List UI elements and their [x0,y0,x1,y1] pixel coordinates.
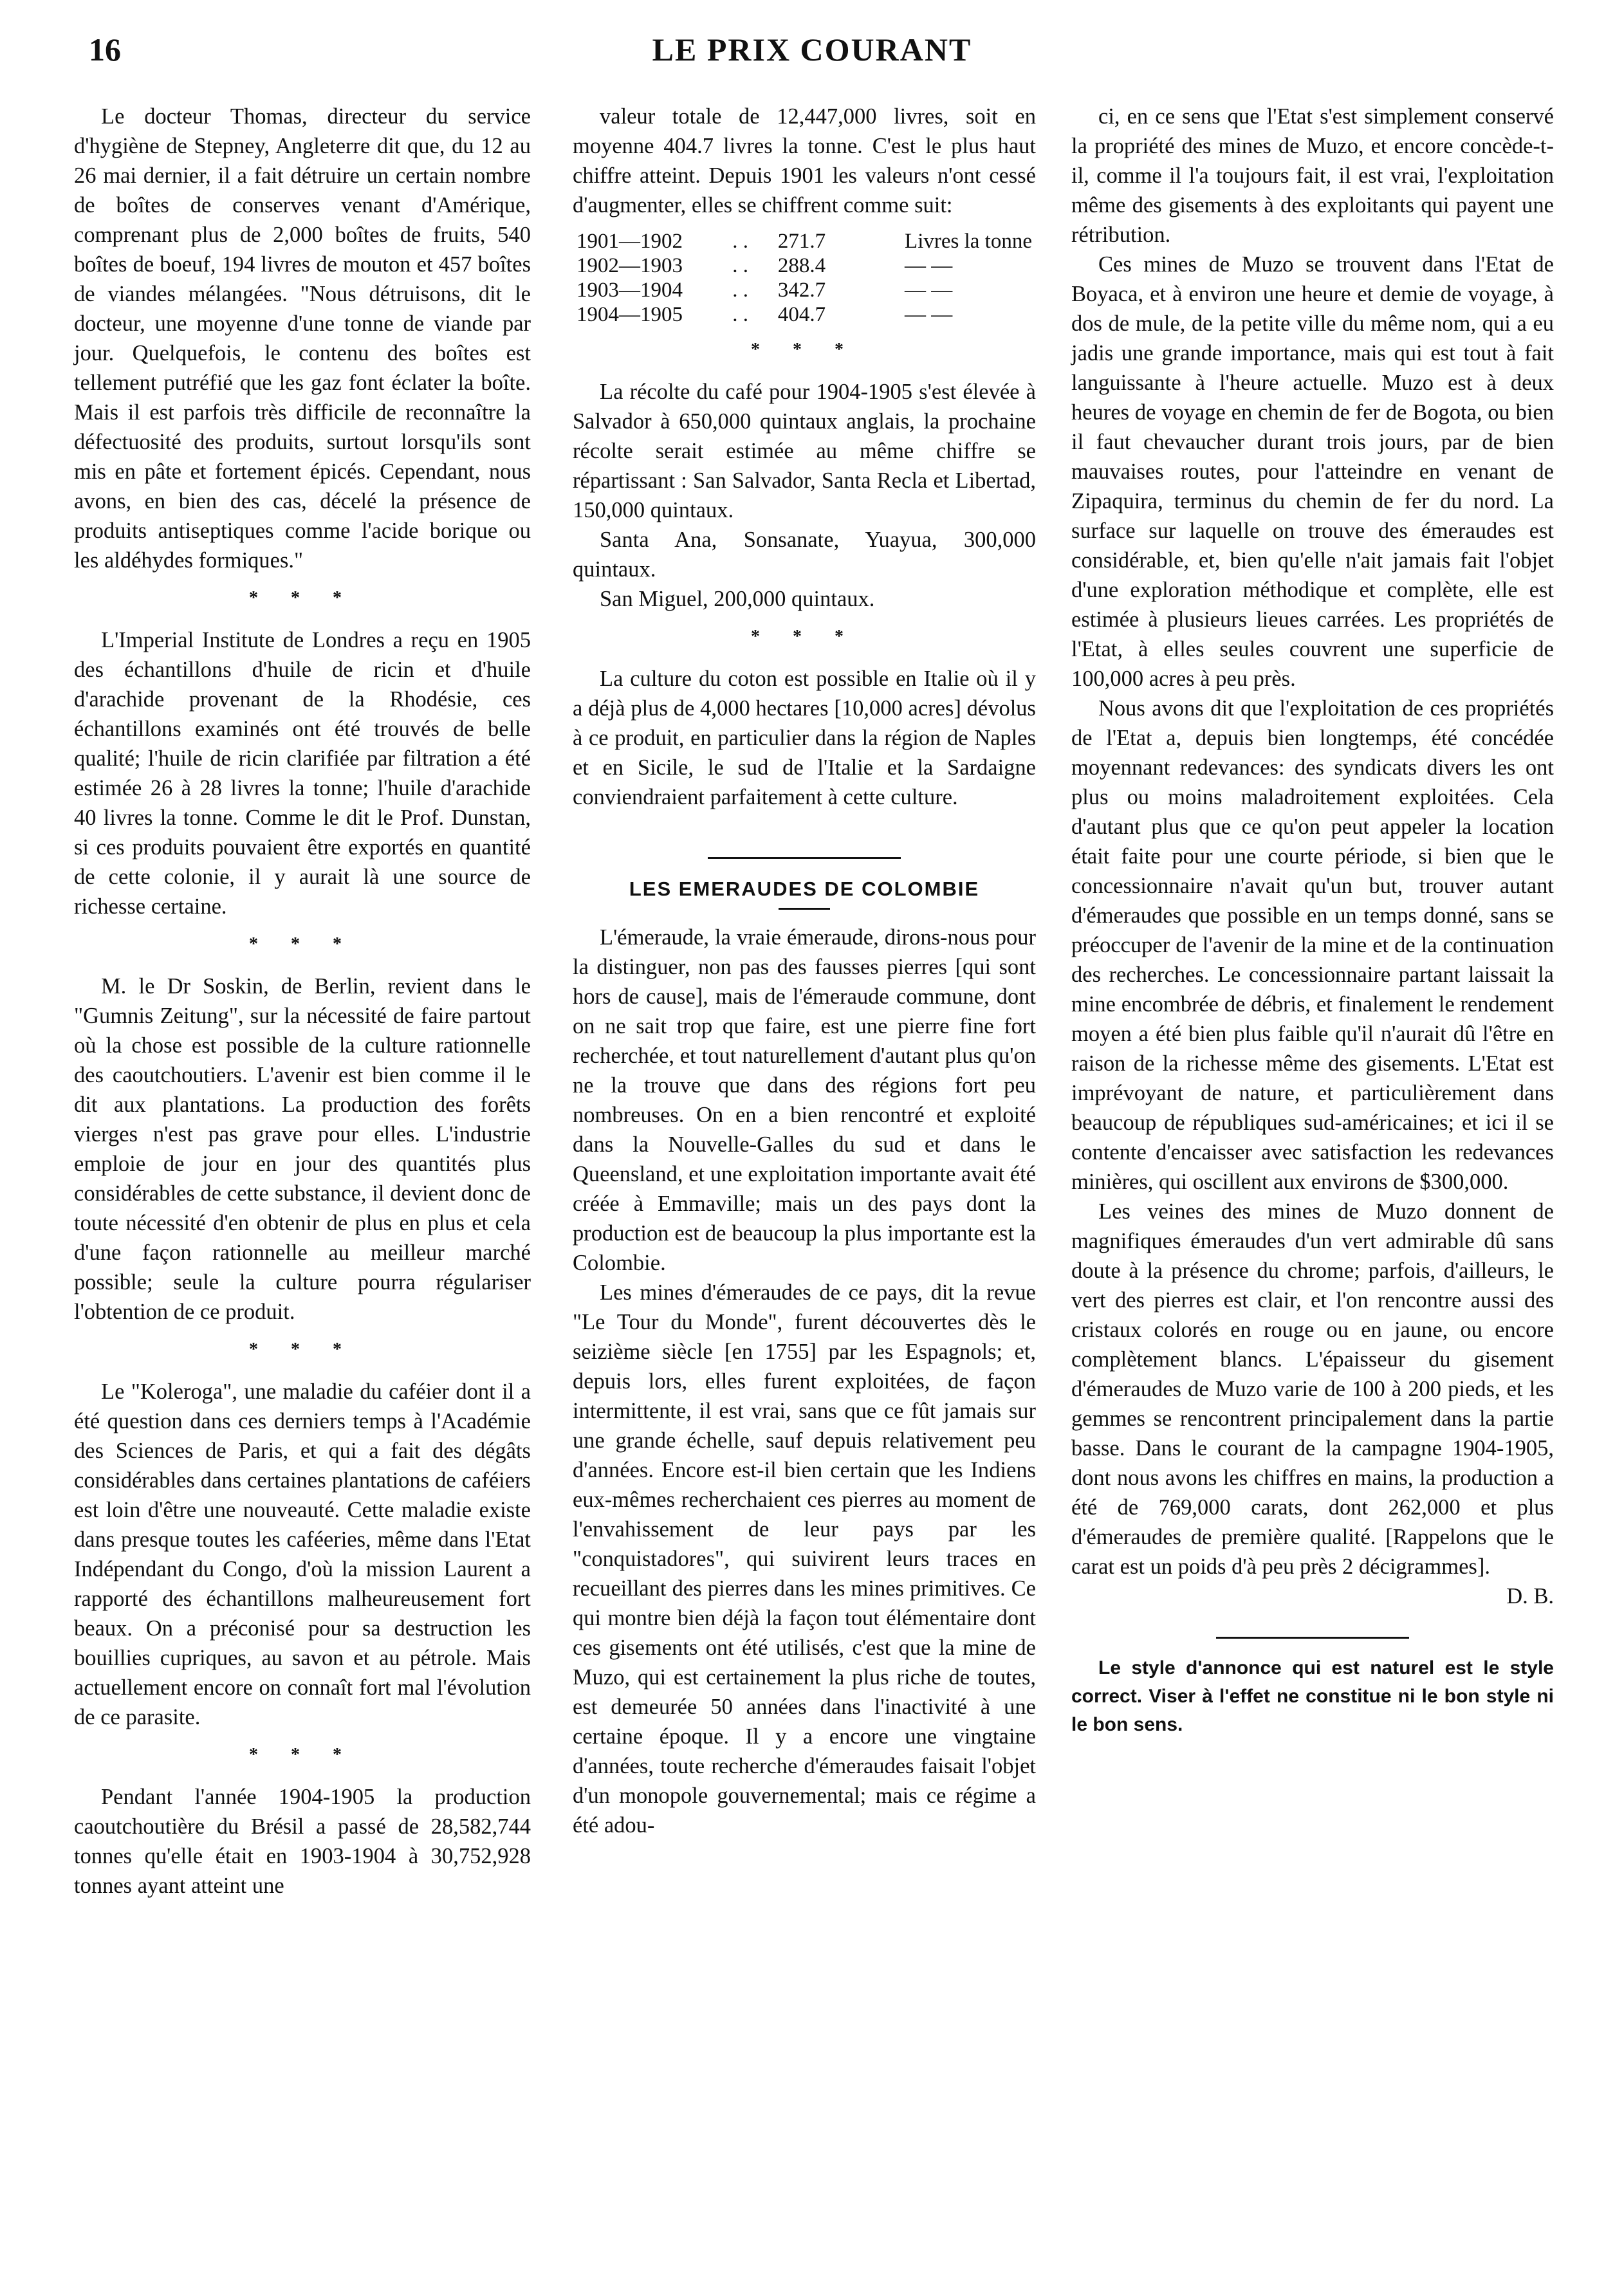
article-paragraph: Le "Koleroga", une maladie du caféier dont il a été question dans ces derniers temps à l'Académie des Sciences de Paris, et qui a fait des dégâts considérables dans certaines plantations de caféiers est loin d'être une nouveauté. Cette maladie existe dans presque toutes les caféeries, même dans l'Etat Indépendant du Congo, d'où la mission Laurent a rapporté des échantillons malheureusement fort beaux. On a préconisé pour sa destruction les bouillies cupriques, au savon et au pétrole. Mais actuellement encore on connaît fort mal l'évolution de ce parasite. [74,1379,531,1729]
article-paragraph: San Miguel, 200,000 quintaux. [600,587,875,611]
section-separator: * * * [751,627,858,647]
table-cell-value: 288.4 [777,254,826,277]
section-separator: * * * [249,588,356,608]
table-cell-period: 1901—1902 [577,230,683,253]
title-underline [779,908,830,910]
column-1 [74,102,531,1901]
article-paragraph: ci, en ce sens que l'Etat s'est simplement conservé la propriété des mines de Muzo, et encore concède-t-il, comme il l'a toujours fait, il est vrai, l'exploitation même des gisements à des exploitants qui payent une rétribution. [1071,104,1554,247]
advertising-note: Le style d'annonce qui est naturel est le style correct. Viser à l'effet ne constitue ni le bon style ni le bon sens. [1071,1657,1554,1735]
running-title: LE PRIX COURANT [652,32,972,68]
table-cell-period: 1904—1905 [577,303,683,326]
section-rule [708,857,901,859]
section-separator: * * * [751,340,858,360]
table-row [573,253,1036,278]
table-cell-leader: . . [732,254,748,277]
table-row [573,278,1036,302]
article-paragraph: Pendant l'année 1904-1905 la production caoutchoutière du Brésil a passé de 28,582,744 tonnes qu'elle était en 1903-1904 à 30,752,928 tonnes ayant atteint une [74,1785,531,1898]
article-paragraph: Les veines des mines de Muzo donnent de magnifiques émeraudes d'un vert admirable dû sans doute à la présence du chrome; parfois, d'ailleurs, le vert des pierres est clair, et l'on rencontre aussi des cristaux colorés en rouge ou en jaune, ou encore complètement blancs. L'épaisseur du gisement d'émeraudes de Muzo varie de 100 à 200 pieds, et les gemmes se rencontrent principalement dans la partie basse. Dans le courant de la campagne 1904-1905, dont nous avons les chiffres en mains, la production a été de 769,000 carats, dont 262,000 et plus d'émeraudes de première qualité. [Rappelons que le carat est un poids d'à peu près 2 décigrammes]. [1071,1199,1554,1579]
table-cell-unit: — — [905,303,953,326]
article-paragraph: valeur totale de 12,447,000 livres, soit en moyenne 404.7 livres la tonne. C'est le plus haut chiffre atteint. Depuis 1901 les valeurs n'ont cessé d'augmenter, elles se chiffrent comme suit: [573,104,1036,217]
article-paragraph: La récolte du café pour 1904-1905 s'est élevée à Salvador à 650,000 quintaux anglais, la prochaine récolte serait estimée au même chiffre se répartissant : San Salvador, Santa Recla et Libertad, 150,000 quintaux. [573,380,1036,522]
article-title: LES EMERAUDES DE COLOMBIE [629,878,980,900]
table-cell-unit: Livres la tonne [905,230,1032,253]
table-cell-leader: . . [732,303,748,326]
article-paragraph: Nous avons dit que l'exploitation de ces propriétés de l'Etat a, depuis bien longtemps, été concédée moyennant redevances: des syndicats divers les ont plus ou moins maladroitement exploitées. Cela d'autant plus que ce qu'on peut appeler la location était faite pour une courte période, si bien que le concessionnaire n'avait qu'un but, trouver autant d'émeraudes que possible en un temps donné, sans se préoccuper de l'avenir de la mine et de la continuation des recherches. Le concessionnaire partant laissait la mine encombrée de débris, et finalement le rendement moyen a été bien plus faible qu'il n'aurait dû l'être en raison de la richesse même des gisements. L'Etat est imprévoyant de nature, et particulièrement dans beaucoup de républiques sud-américaines; et ici il se contente d'encaisser avec satisfaction les redevances minières, qui oscillent aux environs de $300,000. [1071,696,1554,1194]
table-cell-value: 342.7 [777,279,826,302]
article-paragraph: Santa Ana, Sonsanate, Yuayua, 300,000 quintaux. [573,528,1036,582]
article-paragraph: L'Imperial Institute de Londres a reçu en 1905 des échantillons d'huile de ricin et d'huile d'arachide provenant de la Rhodésie, ces échantillons examinés ont été trouvés de belle qualité; l'huile de ricin clarifiée par filtration a été estimée 26 à 28 livres la tonne; l'huile d'arachide 40 livres la tonne. Comme le dit le Prof. Dunstan, si ces produits pouvaient être exportés en quantité de cette colonie, il y aurait là une source de richesse certaine. [74,628,531,919]
column-2 [573,102,1036,1840]
table-row [573,302,1036,327]
table-cell-leader: . . [732,230,748,253]
section-separator: * * * [249,1340,356,1359]
column-3 [1071,102,1554,1739]
table-cell-value: 404.7 [777,303,826,326]
table-cell-unit: — — [905,279,953,302]
article-paragraph: Le docteur Thomas, directeur du service d'hygiène de Stepney, Angleterre dit que, du 12 au 26 mai dernier, il a fait détruire un certain nombre de boîtes de conserves venant d'Amérique, comprenant plus de 2,000 boîtes de fruits, 540 boîtes de boeuf, 194 livres de mouton et 457 boîtes de viandes mélangées. "Nous détruisons, dit le docteur, une moyenne d'une tonne de viande par jour. Quelquefois, le contenu des boîtes est tellement putréfié que les gaz font éclater la boîte. Mais il est parfois très difficile de reconnaître la défectuosité des produits, surtout lorsqu'ils sont mis en pâte et fortement épicés. Cependant, nous avons, en bien des cas, décelé la présence de produits antiseptiques comme l'acide borique ou les aldéhydes formiques." [74,104,531,573]
article-paragraph: L'émeraude, la vraie émeraude, dirons-nous pour la distinguer, non pas des fausses pierres [qui sont hors de cause], mais de l'émeraude commune, dont on ne sait trop que faire, est une pierre fine fort recherchée, et tout naturellement d'autant plus qu'on ne la trouve que dans des régions fort peu nombreuses. On en a bien rencontré et exploité dans la Nouvelle-Galles du sud et dans le Queensland, et une exploitation importante avait été créée à Emmaville; mais un des pays dont la production est de beaucoup la plus importante est la Colombie. [573,925,1036,1275]
article-paragraph: Ces mines de Muzo se trouvent dans l'Etat de Boyaca, et à environ une heure et demie de voyage, à dos de mule, de la petite ville du même nom, qui a eu jadis une grande importance, mais qui est tout à fait languissante à l'heure actuelle. Muzo est à deux heures de voyage en chemin de fer de Bogota, ou bien il faut chevaucher durant trois jours, par de bien mauvaises routes, pour l'atteindre en venant de Zipaquira, terminus du chemin de fer du nord. La surface sur laquelle on trouve des émeraudes est considérable, et, bien qu'elle n'ait jamais fait l'objet d'une exploration méthodique et complète, elle est estimée à plusieurs lieues carrées. Les propriétés de l'Etat, à elles seules couvrent une superficie de 100,000 acres à peu près. [1071,252,1554,691]
table-cell-value: 271.7 [777,230,826,253]
table-cell-unit: — — [905,254,953,277]
table-cell-period: 1903—1904 [577,279,683,302]
article-paragraph: La culture du coton est possible en Italie où il y a déjà plus de 4,000 hectares [10,000 acres] dévolus à ce produit, en particulier dans la région de Naples et en Sicile, le sud de l'Italie et la Sardaigne conviendraient parfaitement à cette culture. [573,667,1036,809]
table-cell-period: 1902—1903 [577,254,683,277]
section-separator: * * * [249,1745,356,1765]
article-paragraph: Les mines d'émeraudes de ce pays, dit la revue "Le Tour du Monde", furent découvertes dès le seizième siècle [en 1755] par les Espagnols; et, depuis lors, elles furent exploitées, de façon intermittente, il est vrai, sans que ce fût jamais sur une grande échelle, sauf depuis relativement peu d'années. Encore est-il bien certain que les Indiens eux-mêmes recherchaient ces pierres au moment de l'envahissement de leur pays par les "conquistadores", qui suivirent leurs traces en recueillant des pierres dans les mines primitives. Ce qui montre bien déjà la façon tout élémentaire dont ces gisements ont été utilisés, c'est que la mine de Muzo, qui est certainement la plus riche de toutes, est demeurée 50 années dans l'inactivité à une certaine époque. Il y a encore une vingtaine d'années, toute recherche d'émeraudes faisait l'objet d'un monopole gouvernemental; mais ce régime a été adou- [573,1280,1036,1838]
section-separator: * * * [249,934,356,954]
table-cell-leader: . . [732,279,748,302]
page-number: 16 [89,32,121,68]
section-rule [1216,1637,1409,1639]
table-row [573,229,1036,253]
article-paragraph: M. le Dr Soskin, de Berlin, revient dans le "Gumnis Zeitung", sur la nécessité de faire partout où la chose est possible de la culture rationnelle des caoutchoutiers. L'avenir est bien comme il le dit aux plantations. La production des forêts vierges n'est pas grave pour elles. L'industrie emploie de jour en jour des quantités plus considérables de cette substance, il devient donc de toute nécessité d'en obtenir de plus en plus et cela d'une façon rationnelle au meilleur marché possible; seule la culture pourra régulariser l'obtention de ce produit. [74,974,531,1324]
author-signature: D. B. [1506,1584,1554,1608]
rubber-price-table [573,229,1036,327]
